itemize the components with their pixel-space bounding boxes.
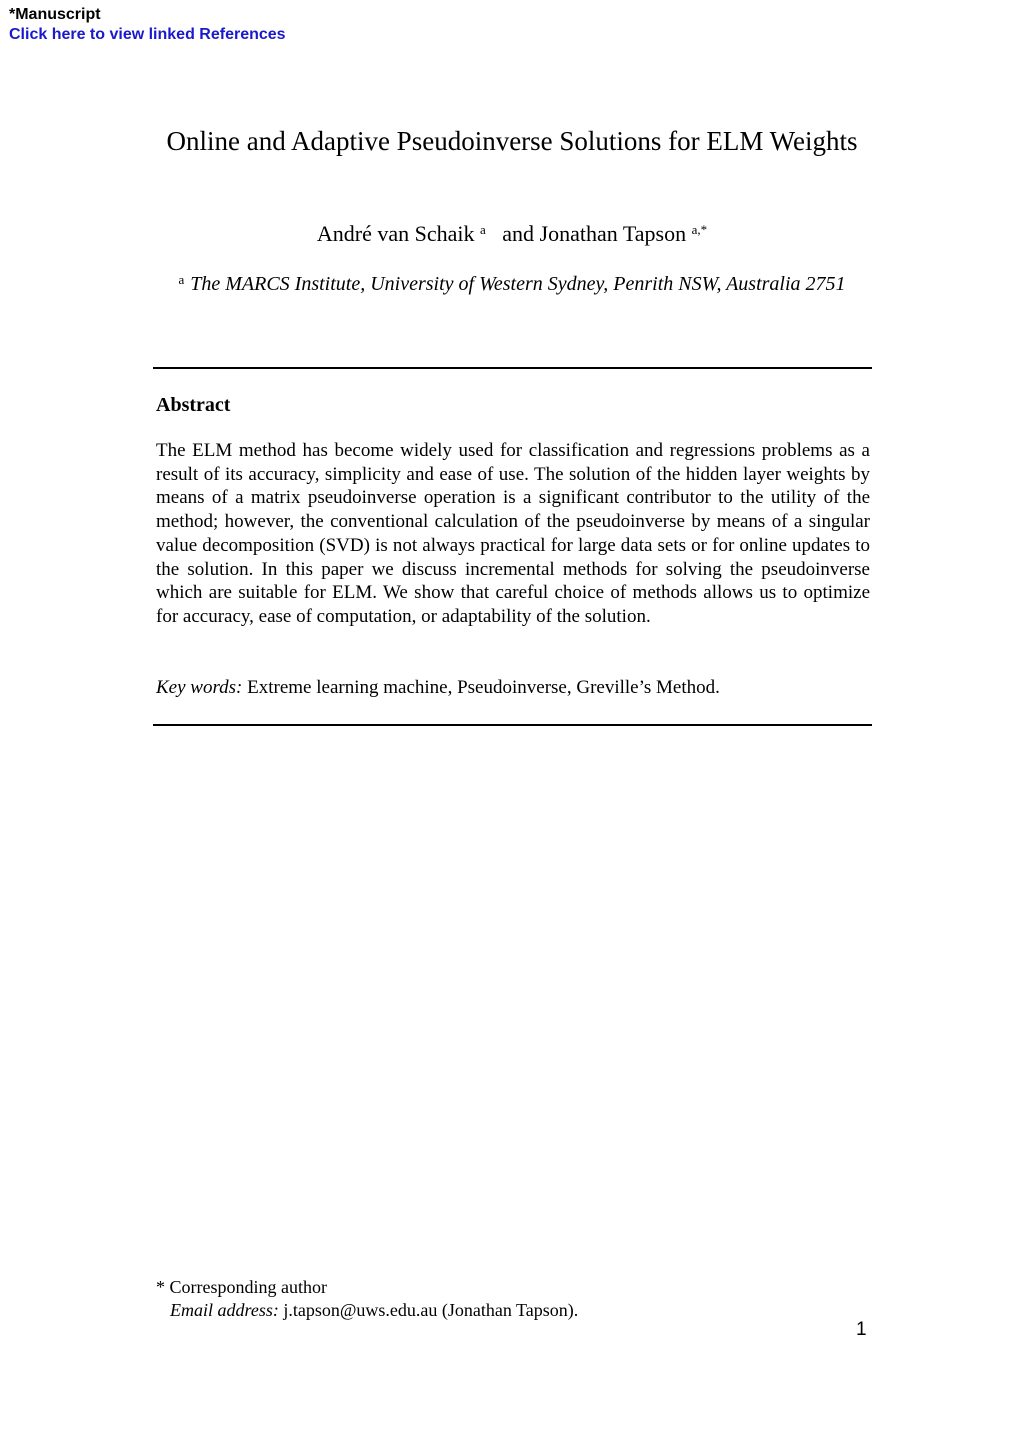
affiliation-marker: a [178,272,185,287]
author-1-affil-marker: a [480,222,486,237]
footnote [156,1276,578,1322]
paper-title: Online and Adaptive Pseudoinverse Solutions for ELM Weights [166,126,858,156]
author-2-name: and Jonathan Tapson [502,221,687,246]
keywords-label: Key words: [156,677,243,698]
corresponding-author-note: * Corresponding author [156,1277,327,1297]
email-label: Email address: [170,1300,279,1320]
email-line [156,1299,578,1322]
top-divider [153,367,872,369]
manuscript-label: *Manuscript [9,6,101,23]
affiliation [0,270,1024,298]
author-2-affil-marker: a,* [691,222,708,237]
linked-references-link[interactable]: Click here to view linked References [9,26,286,43]
affiliation-text: The MARCS Institute, University of Western Sydney, Penrith NSW, Australia 2751 [190,273,846,295]
author-line [0,219,1024,249]
manuscript-stamp [9,5,286,45]
keywords-text: Extreme learning machine, Pseudoinverse, Greville’s Method. [247,677,720,698]
abstract-heading: Abstract [156,394,231,416]
page-number: 1 [856,1319,867,1340]
abstract-body: The ELM method has become widely used for classification and regressions problems as a result of its accuracy, simplicity and ease of use. The solution of the hidden layer weights by means of a matrix pseudoinverse operation is a significant contributor to the utility of the method; however, the conventional calculation of the pseudoinverse by means of a singular value decomposition (SVD) is not always practical for large data sets or for online updates to the solution. In this paper we discuss incremental methods for solving the pseudoinverse which are suitable for ELM. We show that careful choice of methods allows us to optimize for accuracy, ease of computation, or adaptability of the solution. [156,440,870,627]
keywords [156,676,870,700]
bottom-divider [153,724,872,726]
author-1-name: André van Schaik [316,221,475,246]
email-address: j.tapson@uws.edu.au (Jonathan Tapson). [283,1300,579,1320]
